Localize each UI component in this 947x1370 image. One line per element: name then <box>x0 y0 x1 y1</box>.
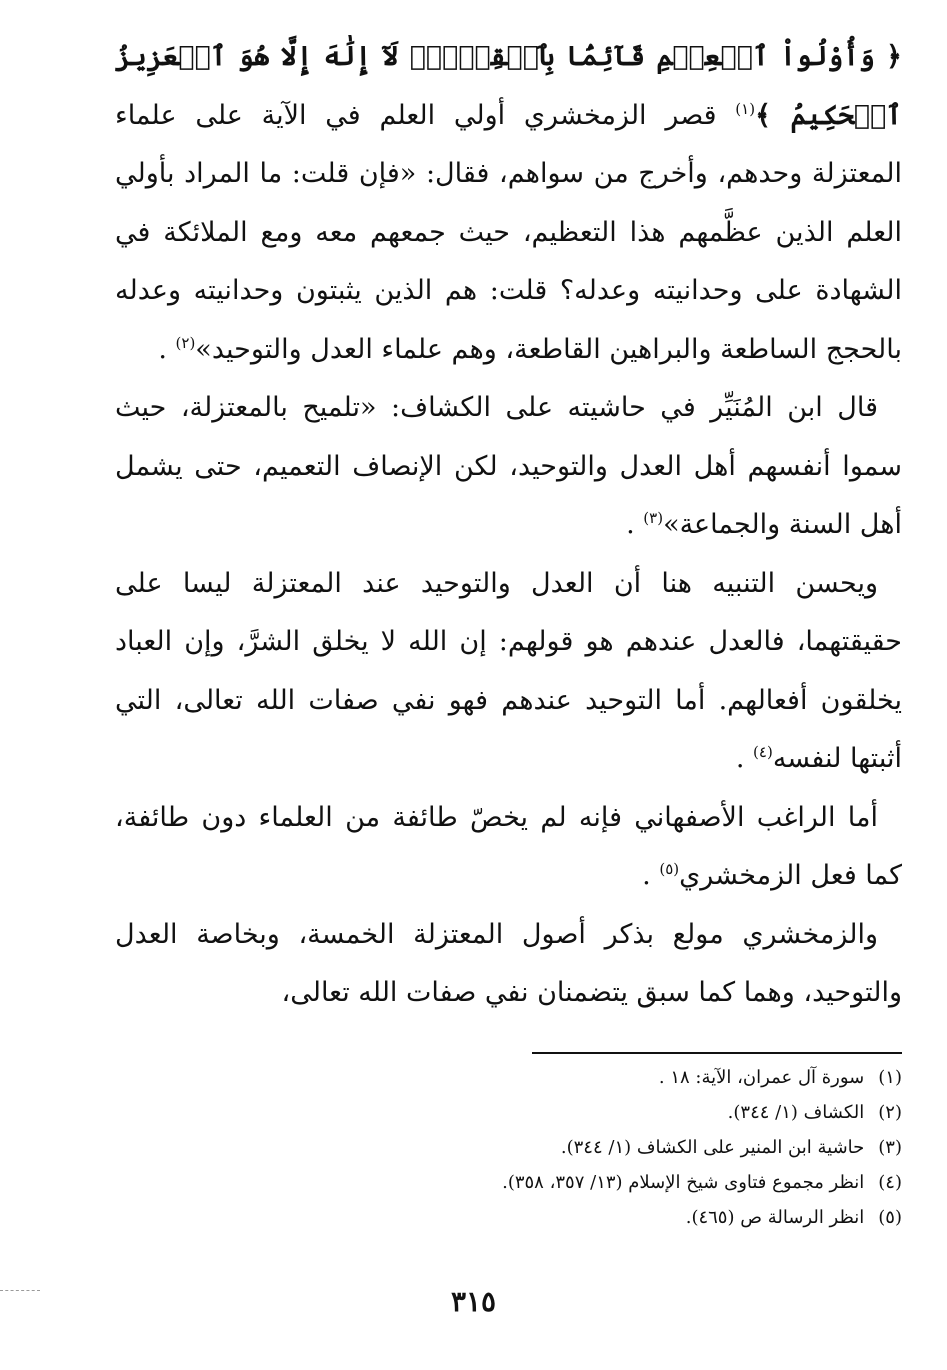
paragraph-text: . <box>626 509 644 540</box>
paragraph-text: . <box>642 860 660 891</box>
footnote-item <box>140 1200 902 1235</box>
footnote-reference: (٥) <box>659 860 680 878</box>
footnote-number: (٢) <box>878 1102 902 1123</box>
footnote-reference: (٢) <box>175 333 196 352</box>
footnotes-list <box>140 1060 902 1235</box>
footnote-number: (٤) <box>878 1172 902 1193</box>
paragraph-text: أما الراغب الأصفهاني فإنه لم يخصّ طائفة من العلماء دون طائفة، كما فعل الزمخشري <box>115 801 902 891</box>
footnote-reference: (٣) <box>643 509 664 527</box>
paragraph-text: . <box>735 743 754 774</box>
paragraph <box>115 906 902 1023</box>
paragraph-text: . <box>158 333 176 365</box>
page-number: ٣١٥ <box>450 1285 497 1318</box>
paragraph-text: ويحسن التنبيه هنا أن العدل والتوحيد عند المعتزلة ليسا على حقيقتهما، فالعدل عندهم هو قولهم: إن الله لا يخلق الشرَّ، وإن العباد يخلقون أفعالهم. أما التوحيد عندهم فهو نفي صفات الله تعالى، التي أثبتها لنفسه <box>115 567 902 774</box>
quran-verse: ﴿ وَأُوْلُواْ ٱلۡعِلۡمِ قَآئِمَۢا بِٱلۡقِسۡطِۚ لَآ إِلَٰهَ إِلَّا هُوَ ٱلۡعَزِيزُ ٱلۡحَكِيمُ ﴾ <box>115 41 902 131</box>
footnote-number: (٣) <box>878 1137 902 1158</box>
paragraph-text: والزمخشري مولع بذكر أصول المعتزلة الخمسة، وبخاصة العدل والتوحيد، وهما كما سبق يتضمنان نفي صفات الله تعالى، <box>115 918 902 1008</box>
footnote-item <box>140 1130 902 1165</box>
main-text-body <box>115 28 902 1023</box>
footnote-text: سورة آل عمران، الآية: ١٨ . <box>658 1067 865 1088</box>
footnote-separator <box>532 1052 902 1054</box>
paragraph-text: قال ابن المُنَيِّر في حاشيته على الكشاف: «تلميح بالمعتزلة، حيث سموا أنفسهم أهل العدل والتوحيد، لكن الإنصاف التعميم، حتى يشمل أهل السنة والجماعة» <box>115 392 902 540</box>
footnote-text: انظر مجموع فتاوى شيخ الإسلام (١٣/ ٣٥٧، ٣٥٨). <box>502 1172 865 1193</box>
footnote-item <box>140 1060 902 1095</box>
footnote-number: (١) <box>878 1067 902 1088</box>
footnote-text: الكشاف (١/ ٣٤٤). <box>727 1102 865 1123</box>
paragraph <box>115 28 902 379</box>
footnote-reference: (٤) <box>753 743 773 761</box>
footnote-number: (٥) <box>878 1207 902 1228</box>
paragraph-text: قصر الزمخشري أولي العلم في الآية على علماء المعتزلة وحدهم، وأخرج من سواهم، فقال: «فإن قلت: ما المراد بأولي العلم الذين عظَّمهم هذا التعظيم، حيث جمعهم معه ومع الملائكة في الشهادة على وحدانيته وعدله؟ قلت: هم الذين يثبتون وحدانيته وعدله بالحجج الساطعة والبراهين القاطعة، وهم علماء العدل والتوحيد» <box>115 99 902 365</box>
scan-margin-mark <box>0 1290 40 1291</box>
paragraph <box>115 379 902 555</box>
footnote-text: انظر الرسالة ص (٤٦٥). <box>685 1207 865 1228</box>
paragraph <box>115 789 902 906</box>
footnote-text: حاشية ابن المنير على الكشاف (١/ ٣٤٤). <box>560 1137 865 1158</box>
footnote-item <box>140 1165 902 1200</box>
footnote-item <box>140 1095 902 1130</box>
paragraph <box>115 555 902 789</box>
footnote-reference: (١) <box>735 99 756 118</box>
